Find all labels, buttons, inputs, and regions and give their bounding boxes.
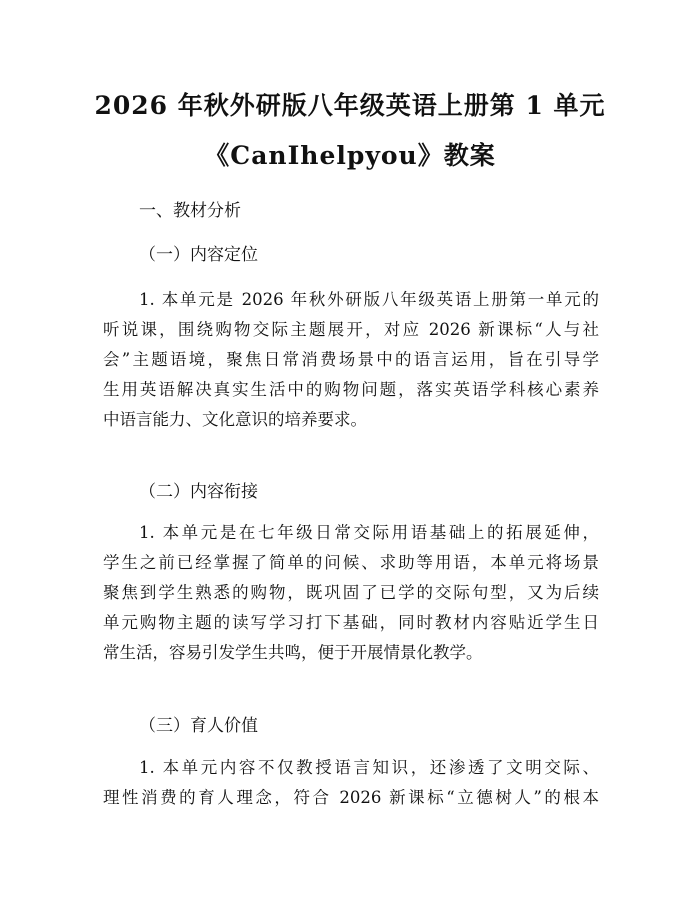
paragraph-content-connection xyxy=(103,518,599,668)
subsection-heading-content-connection: （二）内容衔接 xyxy=(139,482,258,502)
paragraph-line: 1. 本单元是在七年级日常交际用语基础上的拓展延伸， xyxy=(139,523,599,542)
paragraph-line: 会”主题语境，聚焦日常消费场景中的语言运用，旨在引导学 xyxy=(103,350,599,369)
paragraph-line: 1. 本单元内容不仅教授语言知识，还渗透了文明交际、 xyxy=(139,758,599,777)
paragraph-line: 听说课，围绕购物交际主题展开，对应 2026 新课标“人与社 xyxy=(103,320,599,339)
document-title-line-1: 2026 年秋外研版八年级英语上册第 1 单元 xyxy=(94,91,606,120)
subsection-heading-content-positioning: （一）内容定位 xyxy=(139,245,258,265)
paragraph-line: 1. 本单元是 2026 年秋外研版八年级英语上册第一单元的 xyxy=(139,290,599,309)
paragraph-line: 聚焦到学生熟悉的购物，既巩固了已学的交际句型，又为后续 xyxy=(103,583,599,602)
section-heading-textbook-analysis: 一、教材分析 xyxy=(139,201,241,221)
paragraph-line: 单元购物主题的读写学习打下基础，同时教材内容贴近学生日 xyxy=(103,613,599,632)
paragraph-content-positioning xyxy=(103,285,599,435)
paragraph-educational-value xyxy=(103,753,599,813)
paragraph-line: 理性消费的育人理念，符合 2026 新课标“立德树人”的根本 xyxy=(103,788,599,807)
subsection-heading-educational-value: （三）育人价值 xyxy=(139,716,258,736)
paragraph-line: 中语言能力、文化意识的培养要求。 xyxy=(103,410,367,429)
document-title-line-2: 《CanIhelpyou》教案 xyxy=(204,141,496,170)
paragraph-line: 常生活，容易引发学生共鸣，便于开展情景化教学。 xyxy=(103,643,483,662)
paragraph-line: 学生之前已经掌握了简单的问候、求助等用语，本单元将场景 xyxy=(103,553,599,572)
paragraph-line: 生用英语解决真实生活中的购物问题，落实英语学科核心素养 xyxy=(103,380,599,399)
